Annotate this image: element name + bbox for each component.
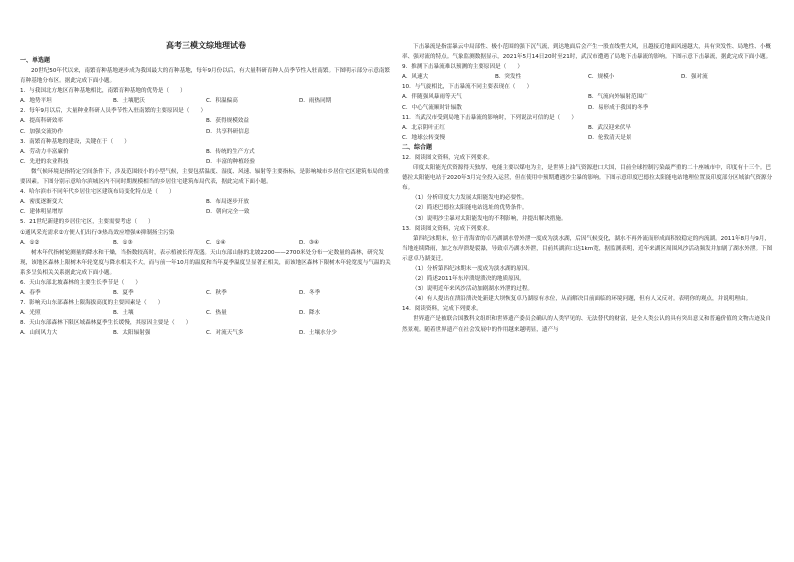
- option: D．易形成于我国的冬季: [588, 104, 649, 111]
- question-9-options: [402, 72, 774, 82]
- question-6-options: [20, 288, 392, 298]
- option: C．中心气流顺时针辐散: [402, 104, 462, 111]
- option: A．北京阴叶正红: [402, 124, 445, 131]
- option: B．获得规模效益: [206, 118, 249, 125]
- question-10: 10．与气旋相比，下击暴流不同主要表现在（ ）: [402, 84, 533, 91]
- option: A．劳动力丰富廉价: [20, 148, 69, 155]
- right-column: [402, 42, 774, 562]
- question-4: 4．哈尔滨市不同年代乡居住宅区建筑布局变化特点是（ ）: [20, 189, 175, 196]
- question-3: 3．南繁育种基地的建设，关键在于（ ）: [20, 138, 130, 145]
- option: B．土壤: [113, 310, 134, 317]
- question-8-options: [20, 328, 392, 338]
- option: B．气流向外辐射范围广: [588, 94, 648, 101]
- option: B．传统的生产方式: [206, 148, 255, 155]
- option: A．光照: [20, 310, 41, 317]
- question-9: 9．推测下击暴流难以预测的主要原因是（ ）: [402, 64, 524, 71]
- option: D．共享科研信息: [206, 128, 250, 135]
- question-3-options-row2: [20, 157, 392, 167]
- option: C．对流天气多: [206, 330, 244, 337]
- passage-intro-2: 微气候环境是指特定空间条件下，涉及范围较小的小型气候，主要包括温度、湿度、风速、辐射等主要指标，是影响城市乡居住宅区建筑布局的重要因素。下图分别示意哈尔滨城区内不同时期规模相当的乡居住宅建筑布局代表，据此完成下面小题。: [20, 168, 390, 186]
- left-column: [20, 38, 392, 562]
- option: A．①②: [20, 239, 40, 246]
- option: A．伴随强风暴雨等天气: [402, 94, 462, 101]
- question-7-options: [20, 308, 392, 318]
- option: C．规模小: [588, 74, 615, 81]
- option: D．朝向完全一致: [206, 209, 250, 216]
- question-10-options-row2: [402, 103, 774, 113]
- option: D．雨热同期: [299, 98, 332, 105]
- question-3-options: [20, 147, 392, 157]
- option: D．强对流: [681, 74, 708, 81]
- question-14: 14．阅读资料，完成下列要求。: [402, 306, 482, 313]
- question-12-sub: （1）分析印度大力发展太阳能发电的必要性。: [412, 195, 528, 202]
- option: B．武汉迎来伏旱: [588, 124, 631, 131]
- section-heading-single-choice: 一、单选题: [20, 57, 51, 64]
- question-11-options: [402, 123, 774, 133]
- page-title: 高考三模文综地理试卷: [166, 41, 246, 50]
- option: C．先进的农业科技: [20, 158, 69, 165]
- option: C．秋季: [206, 290, 227, 297]
- option: D．降水: [299, 310, 321, 317]
- option: B．夏季: [113, 290, 134, 297]
- question-8: 8．天山东部森林下限区域森林夏季生长缓慢，其原因主要是（ ）: [20, 320, 192, 327]
- question-12: 12．阅读图文资料，完成下列要求。: [402, 154, 494, 161]
- option: C．热量: [206, 310, 227, 317]
- option: A．密度逐渐变大: [20, 199, 63, 206]
- option: B．布局逐步开放: [206, 199, 249, 206]
- option: B．突发性: [495, 74, 522, 81]
- option: B．土壤肥沃: [113, 98, 145, 105]
- question-6: 6．天山东部北坡森林的主要生长季节是（ ）: [20, 279, 142, 286]
- question-5: 5．21世纪新建的乡居住宅区，主要需要考虑（ ）: [20, 219, 154, 226]
- question-1: 1．与我国北方地区育种基地相比，南繁育种基地的优势是（ ）: [20, 88, 186, 95]
- question-4-options-row2: [20, 207, 392, 217]
- option: A．提高科研效率: [20, 118, 63, 125]
- option: D．冬季: [299, 290, 321, 297]
- option: D．伦敦清天是景: [588, 134, 632, 141]
- option: B．①③: [113, 239, 133, 246]
- question-11-options-row2: [402, 133, 774, 143]
- question-13-sub: （4）有人提出在溃沿溃决处新建大坝恢复卓乃湖原有水位，从而解决目前面临的环境问题，但有人又反对。表明你的观点，并说明理由。: [412, 296, 752, 303]
- question-2-options: [20, 116, 392, 126]
- option: C．加强交流协作: [20, 128, 64, 135]
- question-13: 13．阅读图文资料，完成下列要求。: [402, 225, 494, 232]
- question-13-sub: （2）简述2011年东岸溃堤溃决的地质原因。: [412, 276, 525, 283]
- option: A．山间风力大: [20, 330, 58, 337]
- option: C．①④: [206, 239, 226, 246]
- option: B．太阳辐射强: [113, 330, 151, 337]
- option: C．地球公转变慢: [402, 134, 446, 141]
- question-7: 7．影响天山东部森林上限海拔高度的主要因素是（ ）: [20, 300, 164, 307]
- question-11: 11．当武汉市受到局地下击暴流的影响时，下列说法可信的是（ ）: [402, 114, 577, 121]
- option: D．③④: [299, 239, 319, 246]
- option: C．建体明显增厚: [20, 209, 64, 216]
- option: D．土壤水分少: [299, 330, 337, 337]
- question-13-sub: （1）分析第四纪冰期末一度成为淡水湖的原因。: [412, 265, 534, 272]
- option: C．积温偏高: [206, 98, 238, 105]
- question-10-options: [402, 92, 774, 102]
- question-13-sub: （3）说明近年来风沙活动加剧湖水外泄的过程。: [412, 286, 534, 293]
- question-12-sub: （2）简述巴德拉太阳能电站选址的优势条件。: [412, 205, 528, 212]
- option: D．丰富的种植经验: [206, 158, 256, 165]
- option: A．地势平坦: [20, 98, 52, 105]
- question-2: 2．每年9月以后，大量种业科研人员季节性入驻南繁的主要原因是（ ）: [20, 108, 207, 115]
- passage-intro-4: 下击暴流是指雷暴云中局部性、极小范围的强下沉气流，到达地面后会产生一股直线型大风，且越接近地面风速越大，具有突发性、局地性、小概率、强对流的特点。气象监测数据显示，2021年5月14日20时至21时，武汉市遭遇了局地下击暴流的影响。下图示意下击暴流，据此完成下面小题。: [402, 44, 772, 61]
- question-5-options: [20, 238, 392, 248]
- question-2-options-row2: [20, 127, 392, 137]
- question-1-options: [20, 96, 392, 106]
- passage-intro-3: 树木年代指树轮测量的降水和干燥，当指数较高时，表示植被长得茂盛。天山东部山脉的北坡2200——2700米处分布一定数量的森林，研究发现，该地区森林上限树木年轮宽度与降水相关不大，而与前一年10月的温度和当年夏季温度呈显著正相关，而该地区森林下限树木年轮宽度与气温的关系多呈负相关关系据此完成下面小题。: [20, 249, 391, 276]
- question-13-text: 第四纪冰期末，位于青海省的卓乃湖湖水曾外泄一度成为淡水湖，后因气候变化，湖水不再外流而形成面积较稳定的内流湖。2011年8月与9月，当地连续降雨，加之东岸溃堤裂瀑，导致卓乃湖水外泄，目前其湖滨口达1km宽，据监测表明，近年来湖区周围风沙活动频发并加剧了湖水外泄。下图示意卓乃湖变迁。: [402, 235, 773, 262]
- question-5-items: ①通风采光需求②方便人们出行③热岛效应增强④抑制扬尘污染: [20, 229, 175, 236]
- option: A．春季: [20, 290, 41, 297]
- passage-intro-1: 20世纪50年代以来，南繁育种基地逐步成为我国最大的育种基地，每年9月份以后，有大量科研育种人员季节性入驻南繁。下图明示部分示意南繁育种基地分布区。据此完成下面小题。: [20, 68, 391, 85]
- question-12-text: 印度太阳能光伏资源得天独厚，电能主要以煤电为主，是世界上油气资源进口大国，目前全球控制污染最严重的二十座城市中，印度有十三个。巴德拉太阳能电站于2020年3月完全投入运营，但在使用中预期遭遇沙尘暴的影响。下图示意印度巴德拉太阳能电站地理位置及印度部分区域油气资源分布。: [402, 165, 773, 192]
- section-heading-comprehensive: 二、综合题: [402, 143, 433, 151]
- question-4-options: [20, 197, 392, 207]
- question-12-sub: （3）说明沙尘暴对太阳能发电的不利影响，并提出解决措施。: [412, 215, 567, 222]
- option: A．风速大: [402, 74, 429, 81]
- question-14-text: 世界遗产是被联合国教科文组织和世界遗产委员会确认的人类罕见的、无法替代的财富，是全人类公认的具有突出意义和普遍价值的文物古迹及自然景观。随着世界遗产在社会发展中的作用越来越明显，遗产与: [402, 316, 772, 333]
